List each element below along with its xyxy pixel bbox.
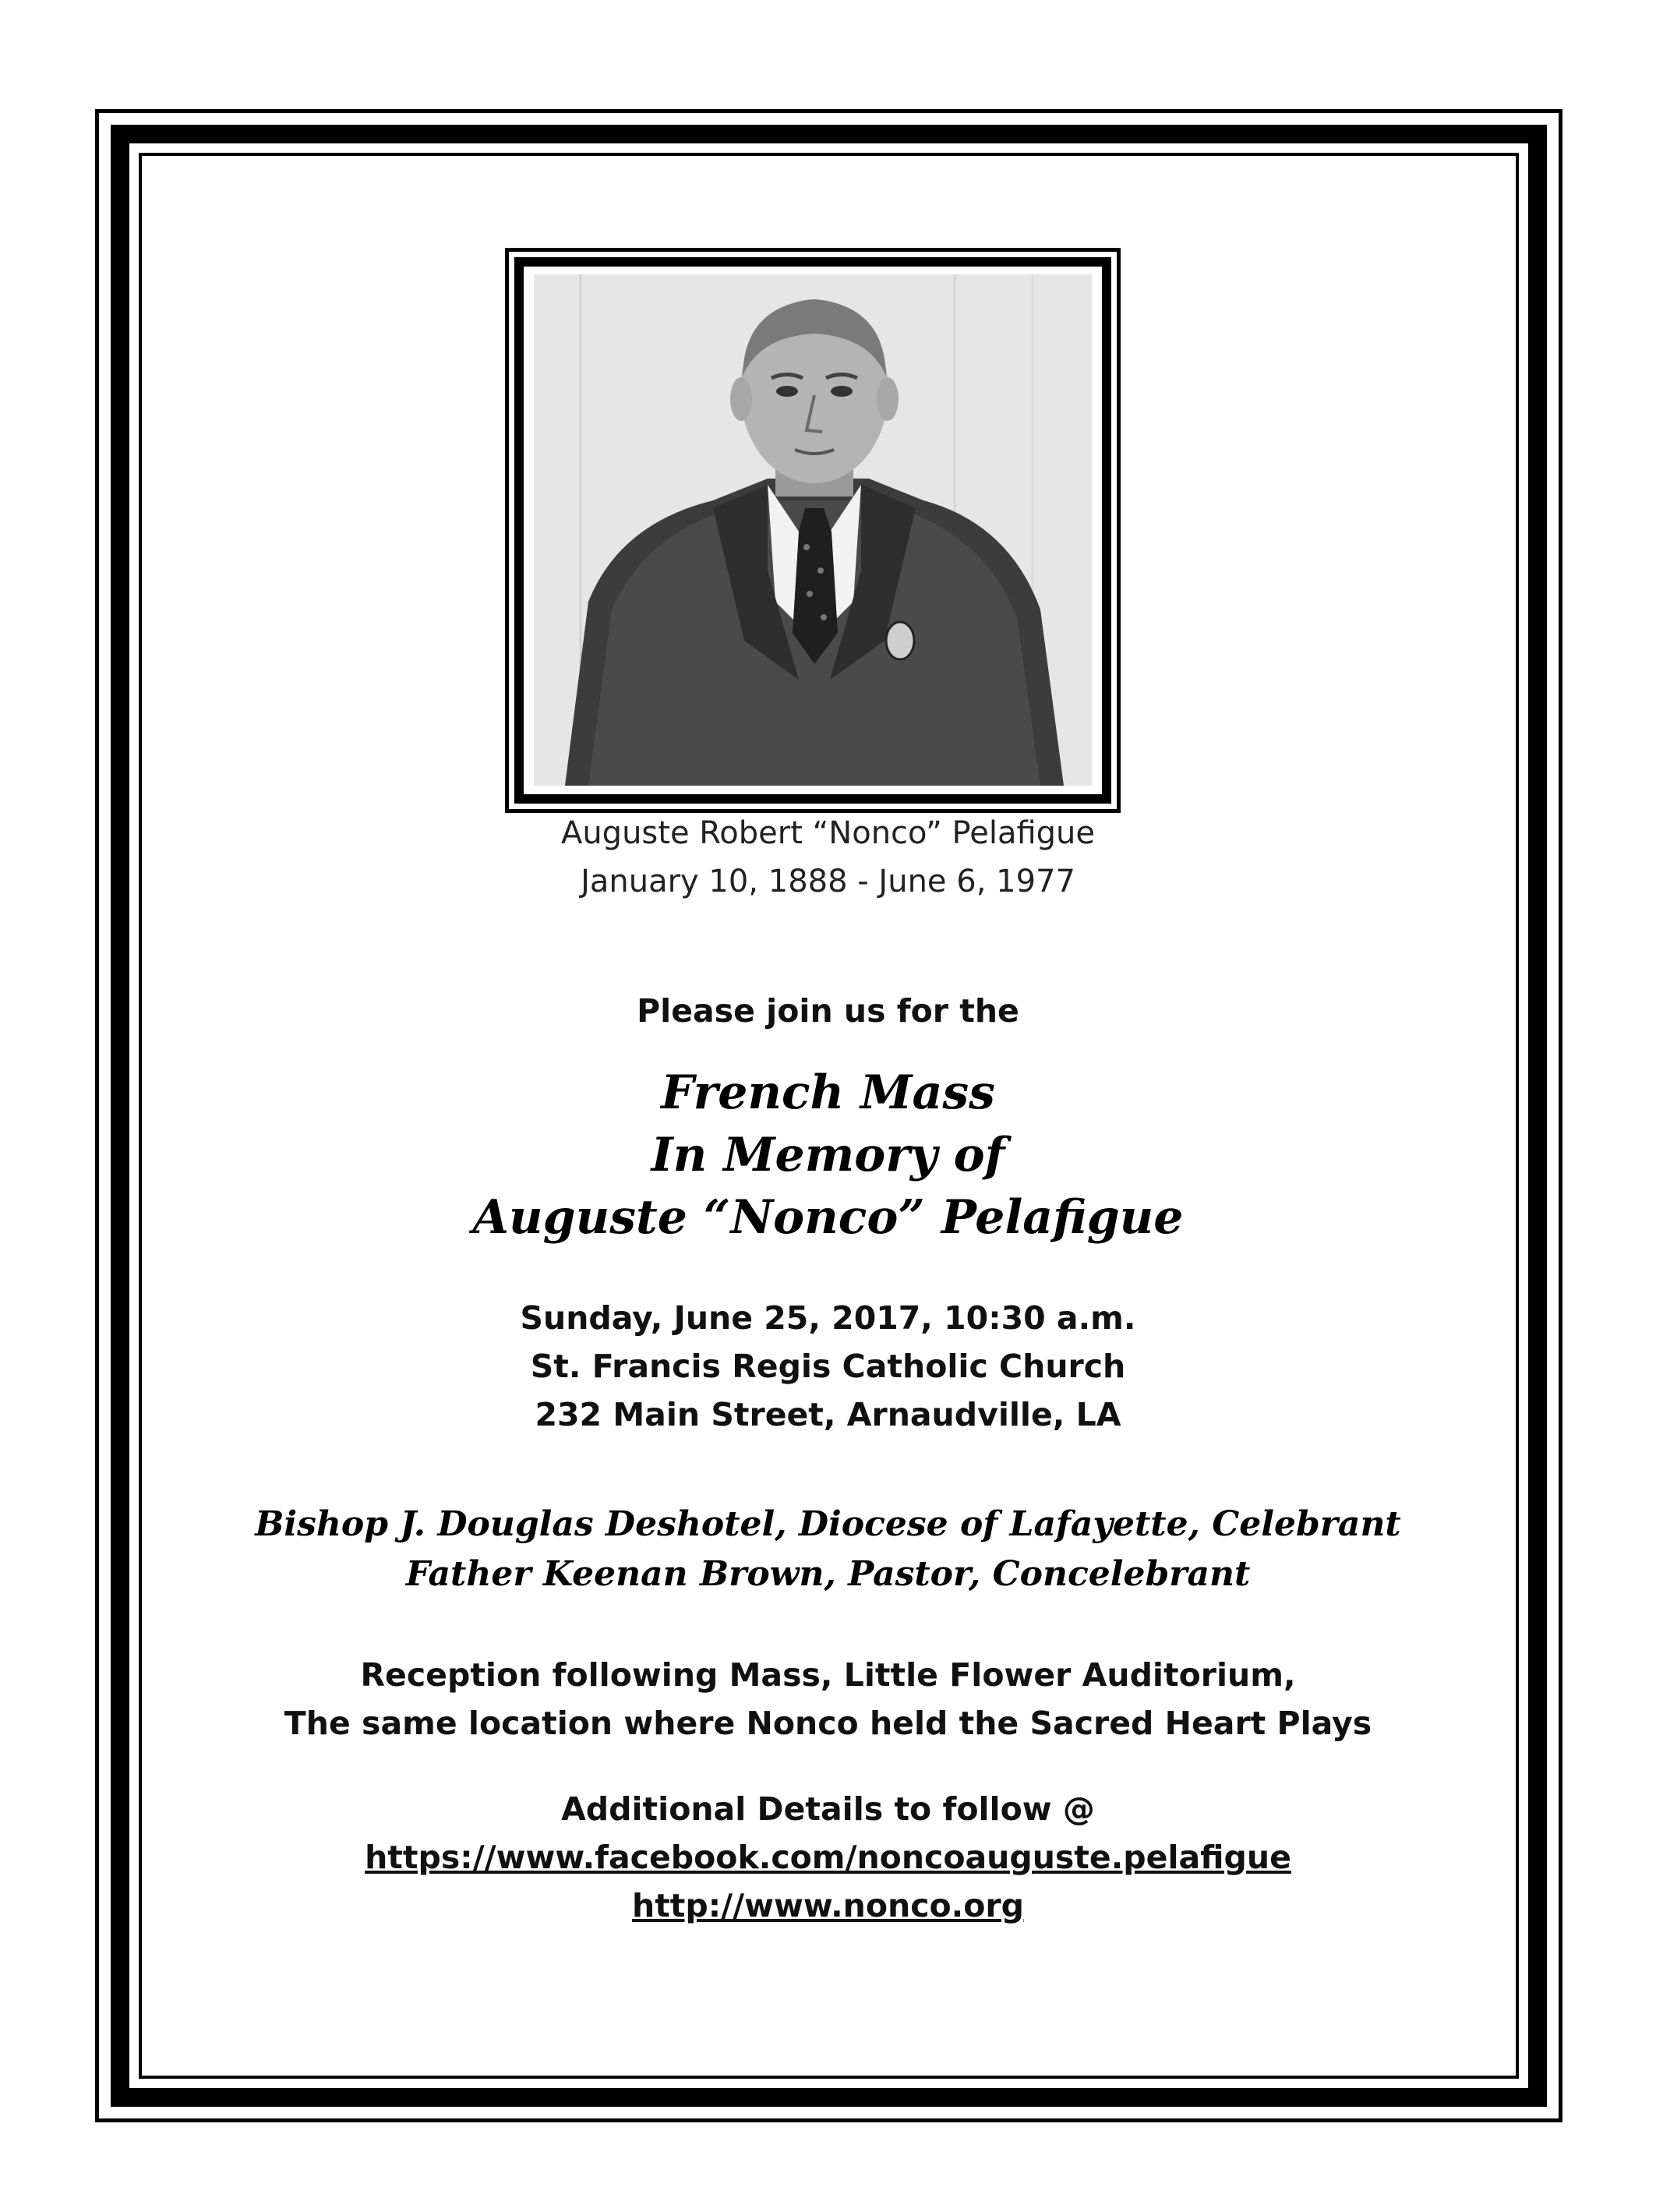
website-link[interactable]: http://www.nonco.org <box>632 1887 1024 1924</box>
reception-line-2: The same location where Nonco held the Sacred Heart Plays <box>284 1705 1372 1742</box>
reception-info <box>0 1651 1656 1747</box>
invitation-title <box>0 1062 1656 1249</box>
title-line-1: French Mass <box>661 1065 995 1120</box>
caption-name: Auguste Robert “Nonco” Pelafigue <box>560 815 1096 851</box>
event-datetime: Sunday, June 25, 2017, 10:30 a.m. <box>520 1299 1136 1337</box>
event-details <box>0 1294 1656 1439</box>
event-address: 232 Main Street, Arnaudville, LA <box>535 1396 1121 1433</box>
title-line-2: In Memory of <box>651 1128 1005 1182</box>
invitation-intro: Please join us for the <box>637 992 1019 1030</box>
title-line-3: Auguste “Nonco” Pelafigue <box>472 1190 1184 1245</box>
details-heading: Additional Details to follow @ <box>561 1790 1095 1828</box>
portrait-illustration <box>534 274 1092 786</box>
portrait-photo <box>534 274 1092 786</box>
reception-line-1: Reception following Mass, Little Flower Auditorium, <box>360 1656 1296 1694</box>
additional-details <box>0 1785 1656 1930</box>
event-church: St. Francis Regis Catholic Church <box>530 1348 1126 1385</box>
celebrant-line: Bishop J. Douglas Deshotel, Diocese of Lafayette, Celebrant <box>255 1504 1401 1544</box>
clergy-list <box>0 1500 1656 1599</box>
concelebrant-line: Father Keenan Brown, Pastor, Concelebrant <box>405 1554 1251 1594</box>
caption-dates: January 10, 1888 - June 6, 1977 <box>581 864 1075 899</box>
portrait-caption <box>0 809 1656 906</box>
facebook-link[interactable]: https://www.facebook.com/noncoauguste.pelafigue <box>365 1839 1291 1876</box>
